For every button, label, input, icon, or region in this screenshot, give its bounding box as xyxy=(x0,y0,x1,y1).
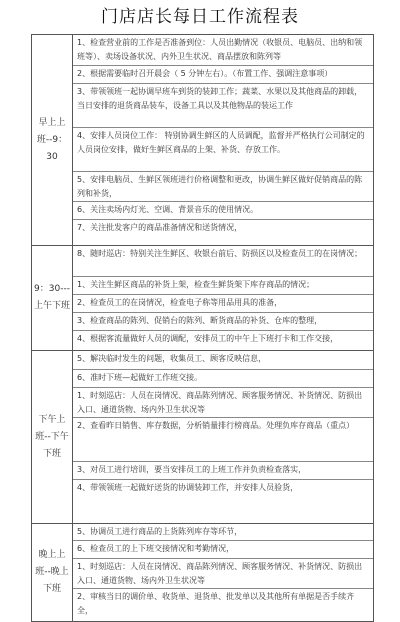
task-item: 4、安排人员岗位工作： 特别协调生鲜区的人员调配，监督并严格执行公司制定的人员岗位安排，做好生鲜区商品的上架、补货、存放工作。 xyxy=(73,127,373,171)
task-item: 5、解决临时发生的问题，收集员工、顾客反映信息， xyxy=(77,354,267,363)
task-list xyxy=(73,351,373,523)
task-item: 6、检查员工的上下班交接情况和考勤情况， xyxy=(73,540,373,558)
task-list xyxy=(73,35,373,245)
task-item: 2、根据需要临时召开晨会（ 5 分钟左右）。（布置工作、强调注意事项） xyxy=(73,65,373,83)
task-item: 4、带领领班一起做好送货的协调装卸工作，并安排人员验货， xyxy=(73,479,373,503)
period-label: 9：30---上午下班 xyxy=(32,246,73,350)
task-item: 6、关注卖场内灯光、空调、背景音乐的使用情况。 xyxy=(73,201,373,219)
task-item: 3、带领领班一起协调早班车到货的装卸工作；蔬菜、水果以及其他商品的卸载，当日安排的退货商品装车，设备工具以及其他物品的装运工作 xyxy=(73,83,373,127)
task-list xyxy=(73,524,373,621)
period-block xyxy=(32,35,373,245)
task-item: 8、随时巡店：特别关注生鲜区、收银台前后、防损区以及检查员工的在岗情况； xyxy=(77,249,363,258)
task-item: 6、准时下班—起做好工作班交接。 xyxy=(73,369,373,387)
task-item: 1、时刻巡店：人员在岗情况、商品陈列情况、顾客服务情况、补货情况、防损出入口、通道货物、场内外卫生状况等 xyxy=(73,558,373,588)
period-block xyxy=(32,350,373,523)
task-item: 2、检查员工的在岗情况，检查电子称等用品用具的准备， xyxy=(73,294,373,312)
task-item: 2、查看昨日销售、库存数据，分析销量排行榜商品。处理负库存商品（重点） xyxy=(73,417,373,461)
task-item: 3、对员工进行培训，要当安排员工的上班工作并负责检查落实， xyxy=(73,461,373,479)
task-item: 4、根据客流量做好人员的调配，安排员工的中午上下班打卡和工作交接， xyxy=(73,330,373,350)
period-block xyxy=(32,245,373,350)
period-label: 下午上班--下午下班 xyxy=(32,351,73,523)
task-list xyxy=(73,246,373,350)
task-item: 1、时刻巡店：人员在岗情况、商品陈列情况、顾客服务情况、补货情况、防损出入口、通道货物、场内外卫生状况等 xyxy=(73,387,373,417)
period-label: 晚上上班--晚上下班 xyxy=(32,524,73,621)
task-item: 1、检查营业前的工作是否准备到位：人员出勤情况（收银员、电脑员、出纳和领班等）、卖场设备状况、内外卫生状况、商品摆放和陈列等 xyxy=(77,38,363,61)
task-item: 3、检查商品的陈列、促销台的陈列、断货商品的补货、仓库的整理， xyxy=(73,312,373,330)
task-item: 5、安排电脑员、生鲜区领班进行价格调整和更改，协调生鲜区做好促销商品的陈列和补货， xyxy=(73,171,373,201)
period-label: 早上上班--9：30 xyxy=(32,35,73,245)
task-item: 2、审核当日的调价单、收货单、退货单、批发单以及其他所有单据是否手续齐全， xyxy=(73,588,373,621)
task-item: 7、关注批发客户的商品准备情况和送货情况， xyxy=(73,219,373,245)
document-title: 门店店长每日工作流程表 xyxy=(101,7,299,27)
task-item: 1、关注生鲜区商品的补货上架，检查生鲜货架下库存商品的情况； xyxy=(73,276,373,294)
workflow-table xyxy=(31,34,374,622)
period-block xyxy=(32,523,373,621)
task-item: 5、协调员工进行商品的上货陈列库存等环节， xyxy=(77,527,243,536)
